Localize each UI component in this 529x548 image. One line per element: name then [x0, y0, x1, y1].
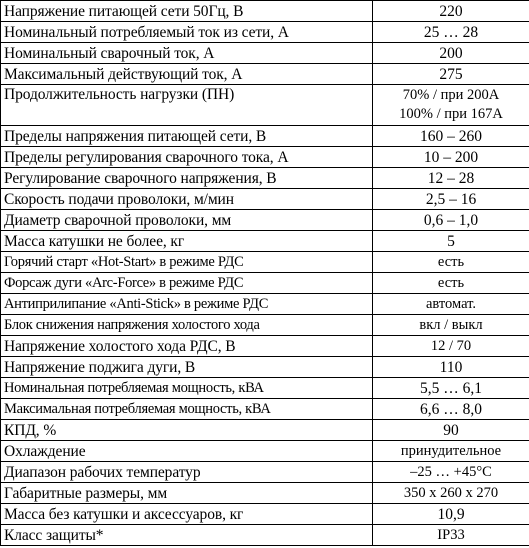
parameter-value: 5	[373, 231, 529, 252]
parameter-value: 110	[373, 357, 529, 378]
parameter-value: 90	[373, 420, 529, 441]
parameter-value: 10 – 200	[373, 147, 529, 168]
parameter-name: КПД, %	[1, 420, 373, 441]
parameter-value: 6,6 … 8,0	[373, 399, 529, 420]
parameter-name: Блок снижения напряжения холостого хода	[1, 315, 373, 336]
parameter-name: Горячий старт «Hot-Start» в режиме РДС	[1, 252, 373, 273]
table-row	[1, 126, 529, 147]
table-row	[1, 189, 529, 210]
parameter-value: 0,6 – 1,0	[373, 210, 529, 231]
table-row	[1, 462, 529, 483]
table-row	[1, 22, 529, 43]
table-row	[1, 210, 529, 231]
parameter-name: Пределы регулирования сварочного тока, А	[1, 147, 373, 168]
parameter-name: Форсаж дуги «Arc-Force» в режиме РДС	[1, 273, 373, 294]
parameter-value: 12 – 28	[373, 168, 529, 189]
value-line: 70% / при 200А	[402, 87, 500, 103]
parameter-name: Напряжение поджига дуги, В	[1, 357, 373, 378]
parameter-name: Максимальная потребляемая мощность, кВА	[1, 399, 373, 420]
parameter-name: Напряжение холостого хода РДС, В	[1, 336, 373, 357]
table-row	[1, 147, 529, 168]
parameter-name: Номинальный сварочный ток, А	[1, 43, 373, 64]
parameter-name: Габаритные размеры, мм	[1, 483, 373, 504]
parameter-value: автомат.	[373, 294, 529, 315]
parameter-name: Продолжительность нагрузки (ПН)	[1, 85, 373, 126]
table-row	[1, 231, 529, 252]
parameter-name: Масса катушки не более, кг	[1, 231, 373, 252]
table-row	[1, 441, 529, 462]
parameter-value: вкл / выкл	[373, 315, 529, 336]
parameter-name: Скорость подачи проволоки, м/мин	[1, 189, 373, 210]
parameter-value: 10,9	[373, 504, 529, 525]
table-row	[1, 1, 529, 22]
parameter-name: Регулирование сварочного напряжения, В	[1, 168, 373, 189]
parameter-name: Диапазон рабочих температур	[1, 462, 373, 483]
parameter-name: Антиприлипание «Anti-Stick» в режиме РДС	[1, 294, 373, 315]
parameter-value: 5,5 … 6,1	[373, 378, 529, 399]
table-row	[1, 420, 529, 441]
parameter-name: Максимальный действующий ток, А	[1, 64, 373, 85]
table-row	[1, 64, 529, 85]
parameter-value: есть	[373, 252, 529, 273]
table-row	[1, 357, 529, 378]
parameter-value: 160 – 260	[373, 126, 529, 147]
parameter-value: 25 … 28	[373, 22, 529, 43]
parameter-value: IP33	[373, 525, 529, 546]
table-row	[1, 43, 529, 64]
parameter-name: Масса без катушки и аксессуаров, кг	[1, 504, 373, 525]
table-row	[1, 294, 529, 315]
parameter-name: Диаметр сварочной проволоки, мм	[1, 210, 373, 231]
table-row	[1, 273, 529, 294]
table-row	[1, 315, 529, 336]
value-line: 100% / при 167А	[399, 106, 503, 122]
table-row	[1, 483, 529, 504]
parameter-name: Напряжение питающей сети 50Гц, В	[1, 1, 373, 22]
parameter-value: 275	[373, 64, 529, 85]
table-row	[1, 504, 529, 525]
parameter-name: Класс защиты*	[1, 525, 373, 546]
table-row	[1, 85, 529, 126]
parameter-value: 2,5 – 16	[373, 189, 529, 210]
parameter-value: 200	[373, 43, 529, 64]
table-row	[1, 168, 529, 189]
table-row	[1, 336, 529, 357]
parameter-name: Пределы напряжения питающей сети, В	[1, 126, 373, 147]
parameter-value: 12 / 70	[373, 336, 529, 357]
parameter-value: есть	[373, 273, 529, 294]
table-row	[1, 252, 529, 273]
table-row	[1, 525, 529, 546]
table-row	[1, 399, 529, 420]
parameter-name: Охлаждение	[1, 441, 373, 462]
parameter-name: Номинальный потребляемый ток из сети, А	[1, 22, 373, 43]
parameter-value: –25 … +45°С	[373, 462, 529, 483]
parameter-value: 220	[373, 1, 529, 22]
table-row	[1, 378, 529, 399]
parameter-name: Номинальная потребляемая мощность, кВА	[1, 378, 373, 399]
parameter-value: 350 х 260 х 270	[373, 483, 529, 504]
parameter-value	[373, 85, 529, 126]
parameter-value: принудительное	[373, 441, 529, 462]
